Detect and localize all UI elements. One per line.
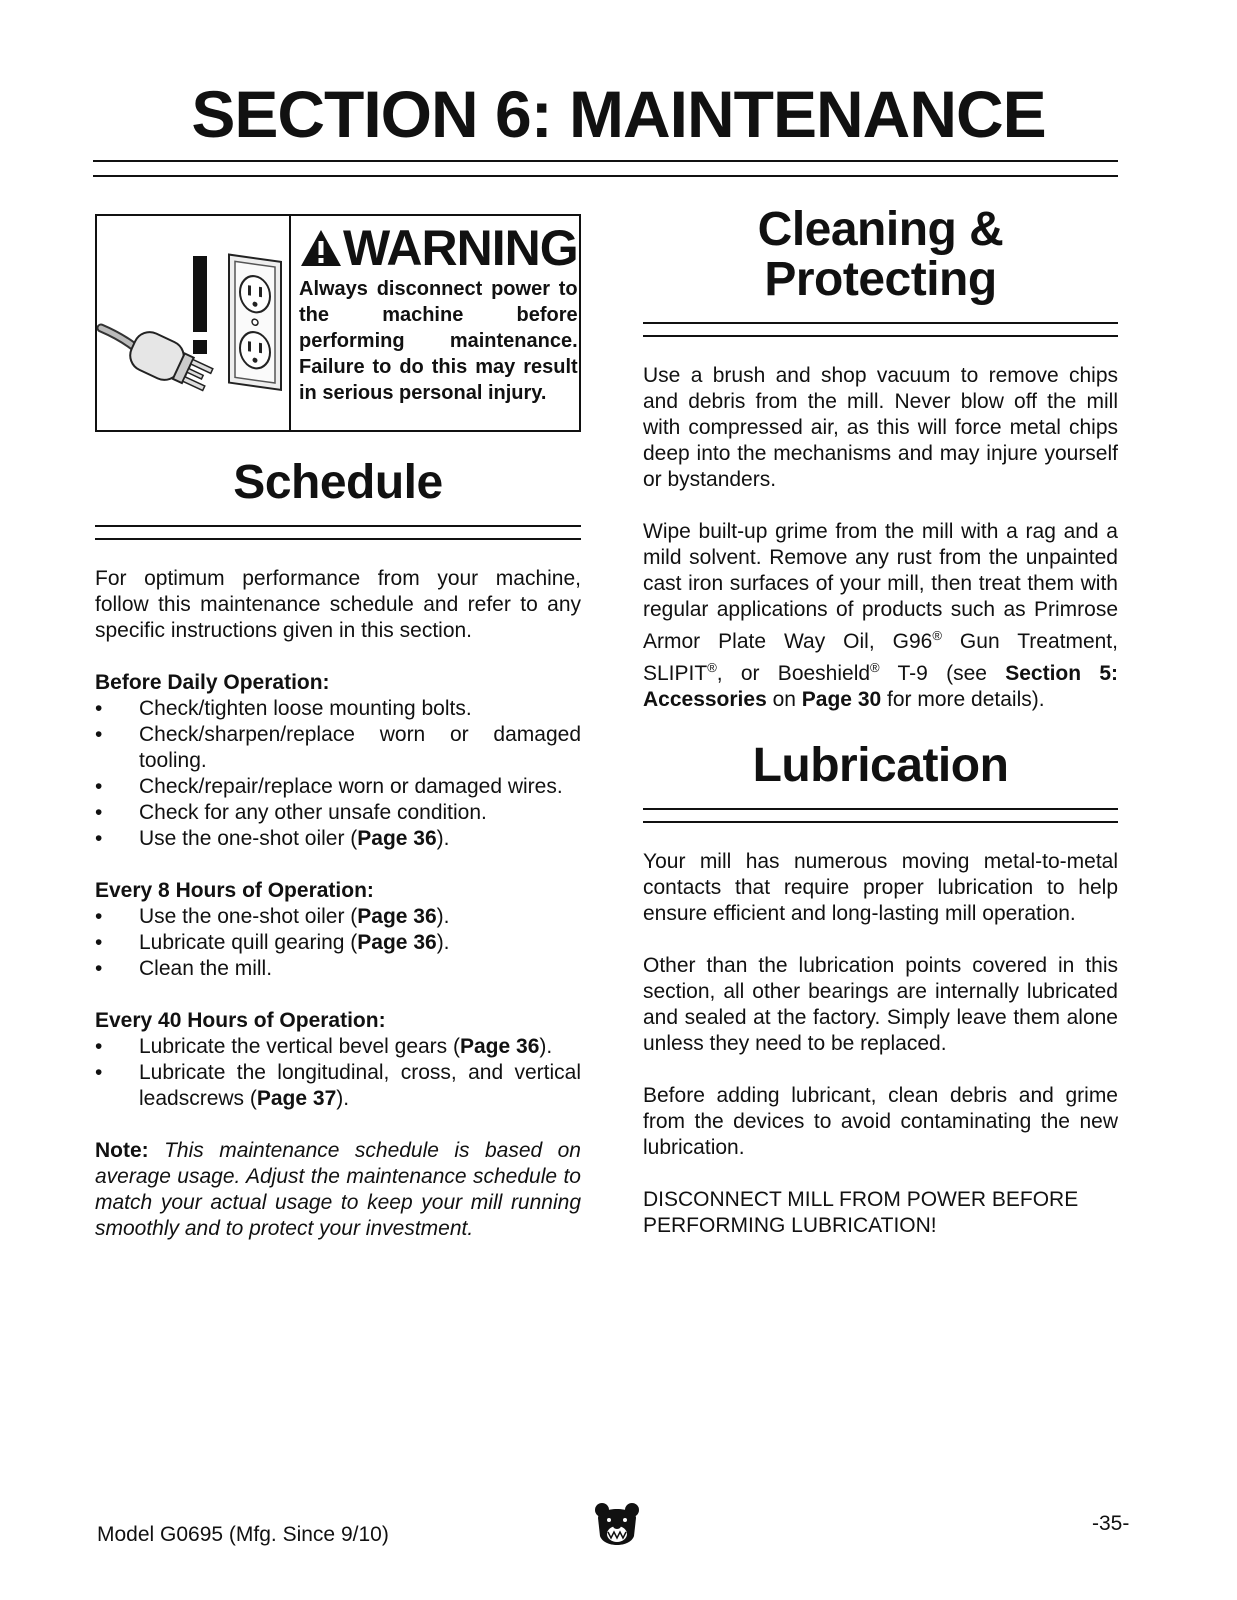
lubrication-para4: DISCONNECT MILL FROM POWER BEFORE PERFORMING LUBRICATION!	[643, 1188, 1079, 1237]
list-item	[95, 956, 581, 982]
list-item-text: Check/tighten loose mounting bolts.	[139, 697, 472, 720]
list-item-text: Lubricate quill gearing (	[139, 931, 358, 954]
cleaning-para2-f: for more details).	[881, 688, 1045, 711]
schedule-group-title: Before Daily Operation:	[95, 671, 330, 694]
list-item-text: Lubricate the vertical bevel gears (	[139, 1035, 460, 1058]
left-column	[95, 214, 581, 1268]
list-item-text: Check/sharpen/replace worn or damaged tooling.	[139, 723, 581, 772]
list-item-text: Use the one-shot oiler (	[139, 827, 358, 850]
cleaning-para2-c: , or Boeshield	[716, 662, 871, 685]
cleaning-para2-a: Wipe built-up grime from the mill with a rag and a mild solvent. Remove any rust from the unpainted cast iron surfaces of your mill, then treat them with regular applications of products such as Primrose Armor Plate Way Oil, G96	[643, 520, 1118, 653]
list-item-text: Check for any other unsafe condition.	[139, 801, 487, 824]
schedule-group-list	[95, 696, 581, 852]
list-item	[95, 1060, 581, 1112]
title-rule-bottom	[93, 175, 1118, 177]
list-item	[95, 696, 581, 722]
cleaning-para2-b: Gun Treatment, SLIPIT	[643, 630, 1118, 685]
warning-body: Always disconnect power to the machine before performing maintenance. Failure to do this may result in serious personal injury.	[299, 278, 578, 404]
schedule-intro: For optimum performance from your machine, follow this maintenance schedule and refer to any specific instructions given in this section.	[95, 567, 581, 642]
schedule-heading-rules	[95, 525, 581, 540]
page-reference: Page 36	[460, 1035, 540, 1058]
lubrication-heading: Lubrication	[752, 739, 1009, 792]
schedule-group-list	[95, 904, 581, 982]
bullet-icon: •	[95, 1035, 103, 1058]
page-reference: Page 37	[256, 1087, 337, 1110]
list-item-tail: ).	[436, 931, 450, 954]
bullet-icon: •	[95, 905, 103, 928]
page-reference: Page 36	[357, 905, 437, 928]
lubrication-heading-rules	[643, 808, 1118, 823]
schedule-heading: Schedule	[233, 456, 443, 509]
cleaning-heading	[643, 205, 1118, 305]
cleaning-heading-line2: Protecting	[764, 253, 997, 306]
list-item	[95, 930, 581, 956]
page-title: SECTION 6: MAINTENANCE	[191, 77, 1046, 151]
warning-label: WARNING	[343, 220, 578, 276]
schedule-group-title: Every 8 Hours of Operation:	[95, 879, 374, 902]
list-item	[95, 1034, 581, 1060]
reg-mark: ®	[932, 628, 942, 643]
schedule-groups	[95, 670, 581, 1112]
note-text: This maintenance schedule is based on average usage. Adjust the maintenance schedule to match your actual usage to keep your mill running smoothly and to protect your investment.	[95, 1139, 581, 1240]
list-item	[95, 774, 581, 800]
page-reference: Page 36	[357, 931, 437, 954]
bullet-icon: •	[95, 957, 103, 980]
schedule-note	[95, 1138, 581, 1242]
warning-text-panel	[291, 216, 586, 430]
bullet-icon: •	[95, 697, 103, 720]
list-item-text: Check/repair/replace worn or damaged wires.	[139, 775, 563, 798]
warning-box	[95, 214, 581, 432]
footer-model: Model G0695 (Mfg. Since 9/10)	[97, 1523, 389, 1546]
lubrication-para3: Before adding lubricant, clean debris and grime from the devices to avoid contaminating the new lubrication.	[643, 1084, 1118, 1159]
cleaning-para1: Use a brush and shop vacuum to remove chips and debris from the mill. Never blow off the mill with compressed air, as this will force metal chips deep into the mechanisms and may injure yourself or bystanders.	[643, 364, 1118, 491]
reg-mark: ®	[870, 660, 880, 675]
bullet-icon: •	[95, 723, 103, 746]
cleaning-para2	[643, 519, 1118, 713]
bullet-icon: •	[95, 775, 103, 798]
right-column	[643, 205, 1118, 1265]
plug-outlet-warning-icon	[97, 216, 291, 430]
cleaning-para2-e: on	[766, 688, 802, 711]
cleaning-heading-rules	[643, 322, 1118, 337]
list-item-tail: ).	[539, 1035, 553, 1058]
bullet-icon: •	[95, 827, 103, 850]
list-item-tail: ).	[436, 827, 450, 850]
list-item-text: Use the one-shot oiler (	[139, 905, 358, 928]
note-label: Note:	[95, 1139, 149, 1162]
lubrication-para2: Other than the lubrication points covered in this section, all other bearings are internally lubricated and sealed at the factory. Simply leave them alone unless they need to be replaced.	[643, 954, 1118, 1055]
list-item-tail: ).	[336, 1087, 350, 1110]
list-item-tail: ).	[436, 905, 450, 928]
bullet-icon: •	[95, 801, 103, 824]
page-reference: Page 36	[357, 827, 437, 850]
list-item	[95, 800, 581, 826]
page-number: -35-	[1092, 1512, 1130, 1535]
cleaning-heading-line1: Cleaning &	[757, 203, 1004, 256]
list-item	[95, 722, 581, 774]
reg-mark: ®	[707, 660, 717, 675]
list-item	[95, 826, 581, 852]
schedule-group-list	[95, 1034, 581, 1112]
cleaning-para2-d: T-9 (see	[879, 662, 1006, 685]
lubrication-para1: Your mill has numerous moving metal-to-metal contacts that require proper lubrication to help ensure efficient and long-lasting mill operation.	[643, 850, 1118, 925]
page-reference: Page 30	[801, 688, 882, 711]
bullet-icon: •	[95, 1061, 103, 1084]
list-item-text: Clean the mill.	[139, 957, 273, 980]
warning-title	[299, 220, 578, 276]
schedule-group-title: Every 40 Hours of Operation:	[95, 1009, 386, 1032]
title-rule-top	[93, 160, 1118, 162]
bullet-icon: •	[95, 931, 103, 954]
bear-head-logo-icon	[594, 1502, 640, 1557]
list-item-text: Lubricate the longitudinal, cross, and vertical leadscrews (	[139, 1061, 581, 1110]
section-reference: Section 5: Accessories	[643, 662, 1118, 711]
list-item	[95, 904, 581, 930]
warning-triangle-icon	[299, 228, 343, 268]
